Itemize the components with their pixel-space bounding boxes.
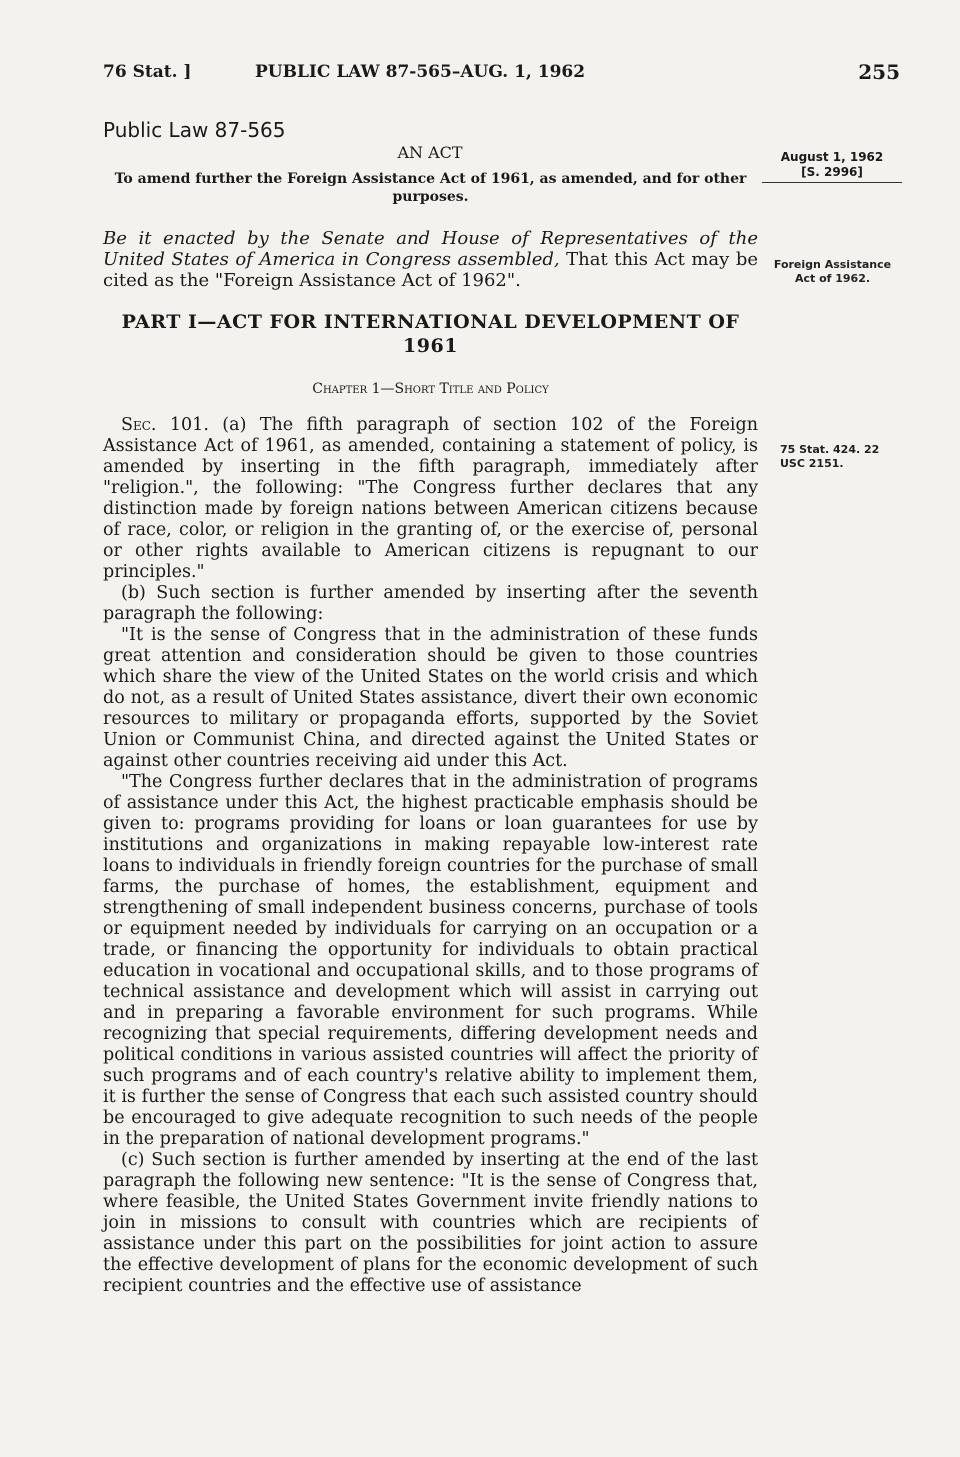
section-label: Sec. 101. [121, 415, 209, 435]
enactment-date-note [762, 150, 902, 183]
inserted-paragraph-1: "It is the sense of Congress that in the administration of these funds great attention and consideration should be given to those countries which share the view of the United States on the world crisis and which do not, as a result of United States assistance, divert their own economic resources to military or propaganda efforts, supported by the Soviet Union or Communist China, and directed against the United States or against other countries receiving aid under this Act. [103, 625, 758, 771]
inserted-paragraph-2: "The Congress further declares that in the administration of programs of assistance under this Act, the highest practicable emphasis should be given to: programs providing for loans or loan guarantees for use by institutions and organizations in making repayable low-interest rate loans to individuals in friendly foreign countries for the purchase of small farms, the purchase of homes, the establishment, equipment and strengthening of small independent business concerns, purchase of tools or equipment needed by individuals for carrying on an occupation or a trade, or financing the opportunity for individuals to obtain practical education in vocational and occupational skills, and to those programs of technical assistance and development which will assist in carrying out and in preparing a favorable environment for such programs. While recognizing that special requirements, differing development needs and political conditions in various assisted countries will affect the priority of such programs and of each country's relative ability to implement them, it is further the sense of Congress that each such assisted country should be encouraged to give adequate recognition to such needs of the people in the preparation of national development programs." [103, 772, 758, 1149]
page-number: 255 [858, 60, 900, 84]
an-act-heading: AN ACT [397, 143, 463, 162]
chapter-title-text: Chapter 1—Short Title and Policy [312, 381, 549, 397]
enactment-date: August 1, 1962 [780, 150, 884, 164]
body-text [103, 415, 758, 1297]
section-text: (a) The fifth paragraph of section 102 of the Foreign Assistance Act of 1961, as amended, containing a statement of policy, is amended by inserting in the fifth paragraph, immediately after "religion.", the following: "The Congress further declares that any distinction made by foreign nations between American citizens because of race, color, or religion in the granting of, or the exercise of, personal or other rights available to American citizens is repugnant to our principles." [103, 415, 758, 582]
chapter-title [103, 381, 758, 397]
short-title-note: Foreign Assistance Act of 1962. [773, 258, 892, 285]
enacting-clause-rest: That this Act may be cited as the "Foreign Assistance Act of 1962". [103, 249, 758, 291]
section-101-a [103, 415, 758, 583]
enacting-clause-italic: Be it enacted by the Senate and House of Representatives of the United States of America in Congress assembled, [103, 228, 758, 270]
part-title: PART I—ACT FOR INTERNATIONAL DEVELOPMENT OF 1961 [121, 311, 740, 357]
public-law-number: Public Law 87-565 [103, 118, 286, 142]
act-purpose: To amend further the Foreign Assistance Act of 1961, as amended, and for other purposes. [114, 171, 747, 205]
header-title: PUBLIC LAW 87-565–AUG. 1, 1962 [255, 62, 586, 82]
bill-number: [S. 2996] [762, 165, 902, 183]
section-101-c: (c) Such section is further amended by inserting at the end of the last paragraph the following new sentence: "It is the sense of Congress that, where feasible, the United States Government invite friendly nations to join in missions to consult with countries which are recipients of assistance under this part on the possibilities for joint action to assure the effective development of plans for the economic development of such recipient countries and the effective use of assistance [103, 1150, 758, 1296]
enacting-clause [103, 228, 758, 291]
running-header [103, 62, 900, 86]
statute-volume: 76 Stat. ] [103, 62, 192, 82]
section-101-b: (b) Such section is further amended by inserting after the seventh paragraph the following: [103, 583, 758, 624]
citation-note: 75 Stat. 424. 22 USC 2151. [780, 443, 880, 470]
